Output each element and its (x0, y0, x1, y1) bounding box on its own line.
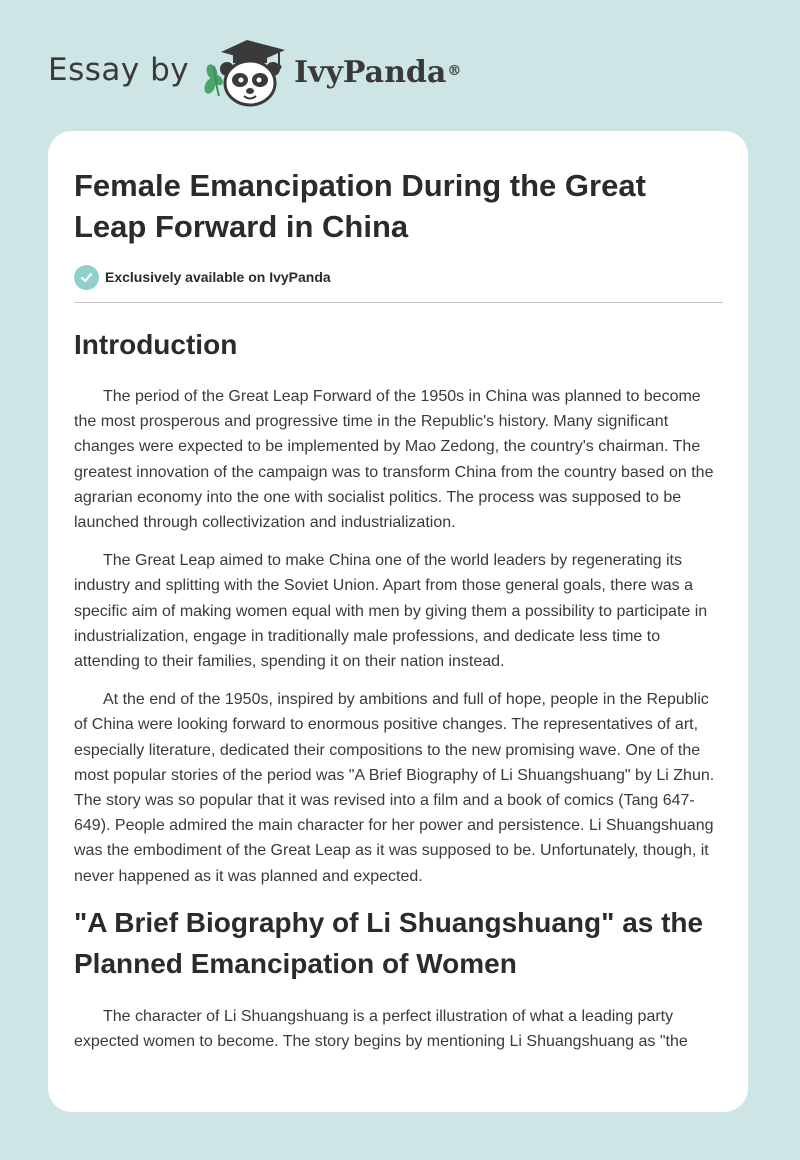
essay-body (74, 324, 723, 1067)
essay-title: Female Emancipation During the Great Leap Forward in China (74, 168, 646, 244)
site-header (0, 0, 800, 130)
panda-graduate-logo-icon[interactable] (203, 36, 289, 108)
paragraph: The period of the Great Leap Forward of the 1950s in China was planned to become the most prosperous and progressive time in the Republic's history. Many significant changes were expected to be implemented by Mao Zedong, the country's chairman. The greatest innovation of the campaign was to transform China from the country based on the agrarian economy into the one with socialist politics. The process was supposed to be launched through collectivization and industrialization. (74, 388, 714, 532)
section-heading-brief-biography: "A Brief Biography of Li Shuangshuang" as the Planned Emancipation of Women (74, 906, 704, 979)
check-circle-icon (74, 265, 99, 290)
essay-card (48, 131, 748, 1112)
registered-mark: ® (447, 63, 462, 79)
title-divider (74, 302, 723, 303)
section-heading-introduction: Introduction (74, 329, 238, 360)
paragraph: The character of Li Shuangshuang is a perfect illustration of what a leading party expected women to become. The story begins by mentioning Li Shuangshuang as "the (74, 1007, 688, 1051)
exclusive-label: Exclusively available on IvyPanda (105, 269, 331, 285)
paragraph: At the end of the 1950s, inspired by ambitions and full of hope, people in the Republic of China were looking forward to enormous positive changes. The representatives of art, especially literature, dedicated their compositions to the new promising wave. One of the most popular stories of the period was "A Brief Biography of Li Shuangshuang" by Li Zhun. The story was so popular that it was revised into a film and a book of comics (Tang 647-649). People admired the main character for her power and persistence. Li Shuangshuang was the embodiment of the Great Leap as it was supposed to be. Unfortunately, though, it never happened as it was planned and expected. (74, 691, 715, 885)
exclusive-badge (74, 264, 331, 290)
paragraph: The Great Leap aimed to make China one of the world leaders by regenerating its industry and splitting with the Soviet Union. Apart from those general goals, there was a specific aim of making women equal with men by giving them a possibility to participate in industrialization, engage in traditionally male professions, and dedicate less time to attending to their families, spending it on their nation instead. (74, 552, 708, 671)
brand-prefix: Essay by (48, 52, 190, 88)
brand-name[interactable]: IvyPanda® (294, 55, 462, 90)
